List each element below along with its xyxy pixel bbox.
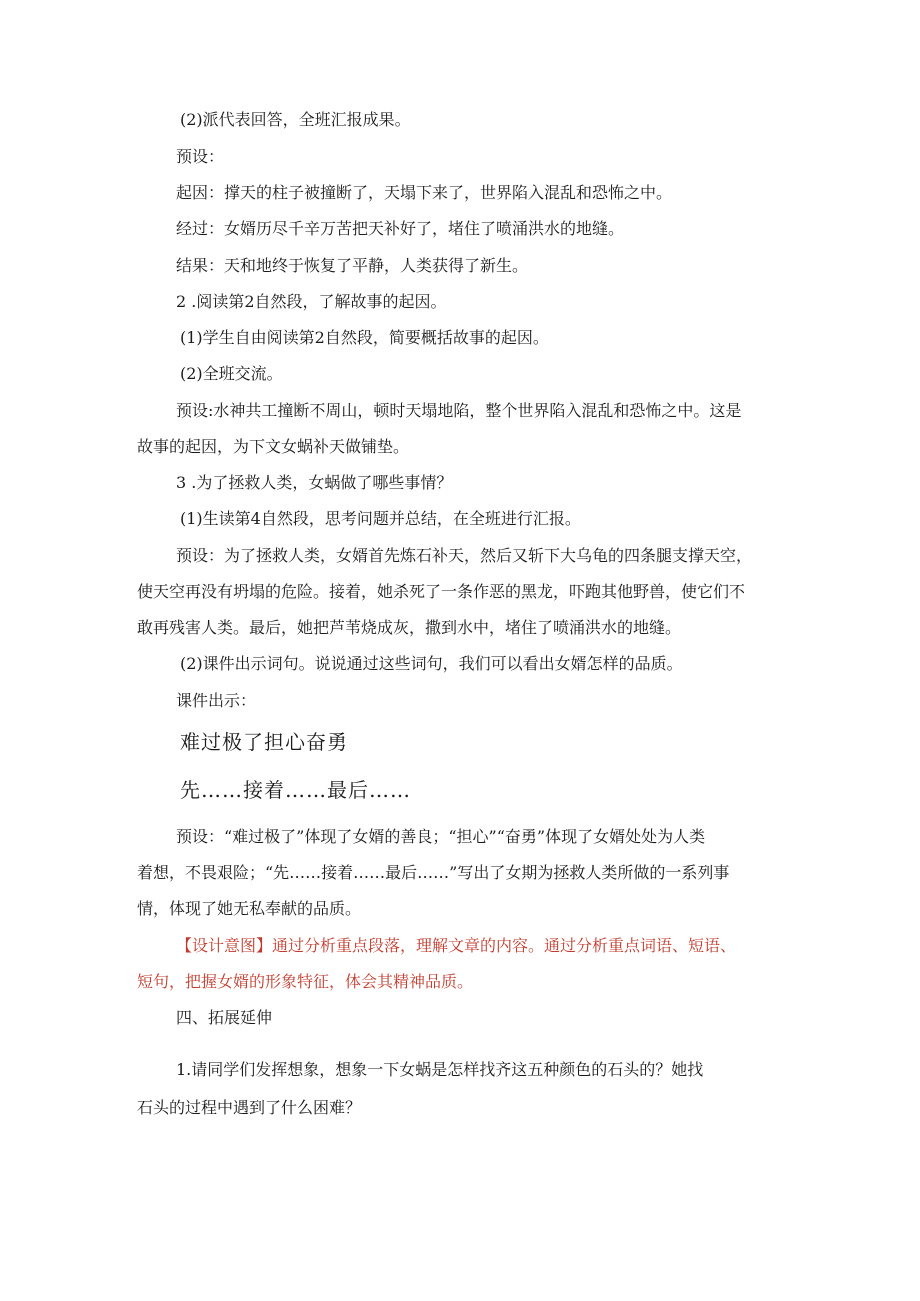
section-4-question-line-1: 1.请同学们发挥想象，想象一下女蜗是怎样找齐这五种颜色的石头的？她找 — [176, 1060, 704, 1079]
cause-line: 起因：撑天的柱子被撞断了，天塌下来了，世界陷入混乱和恐怖之中。 — [176, 183, 673, 202]
section-2-step-1: (1)学生自由阅读第2自然段，简要概括故事的起因。 — [180, 328, 549, 347]
section-4-question-line-2: 石头的过程中遇到了什么困难？ — [137, 1098, 362, 1117]
courseware-label: 课件出示： — [176, 691, 257, 710]
section-3-analysis-line-3: 情，体现了她无私奉献的品质。 — [137, 899, 362, 918]
design-intent-text: 通过分析重点段落，理解文章的内容。通过分析重点词语、短语、 — [272, 936, 737, 955]
section-3-analysis-line-2: 着想，不畏艰险；“先……接着……最后……”写出了女期为拯救人类所做的一系列事 — [137, 863, 730, 882]
courseware-words: 难过极了担心奋勇 — [180, 730, 348, 754]
section-4-heading: 四、拓展延伸 — [176, 1008, 273, 1027]
design-intent-line-2: 短句，把握女婿的形象特征，体会其精神品质。 — [137, 972, 474, 991]
result-line: 结果：天和地终于恢复了平静，人类获得了新生。 — [176, 256, 529, 275]
process-line: 经过：女婿历尽千辛万苦把天补好了，堵住了喷涌洪水的地缝。 — [176, 219, 625, 238]
section-2-preset-line-2: 故事的起因，为下文女蜗补天做铺垫。 — [137, 437, 410, 456]
design-intent-tag: 【设计意图】 — [176, 936, 273, 955]
design-intent-line-1 — [176, 935, 736, 957]
section-3-preset-line-3: 敢再残害人类。最后，她把芦苇烧成灰，撒到水中，堵住了喷涌洪水的地缝。 — [137, 618, 682, 637]
section-3-preset-line-1: 预设：为了拯救人类，女婿首先炼石补天，然后又斩下大乌龟的四条腿支撑天空， — [176, 546, 753, 565]
section-3-step-2: (2)课件出示词句。说说通过这些词句，我们可以看出女婿怎样的品质。 — [180, 654, 683, 673]
preset-label: 预设： — [176, 147, 225, 166]
section-3-preset-line-2: 使天空再没有坍塌的危险。接着，她杀死了一条作恶的黑龙，吓跑其他野兽，使它们不 — [137, 582, 746, 601]
section-3-step-1: (1)生读第4自然段，思考问题并总结，在全班进行汇报。 — [180, 509, 581, 528]
section-2-heading: 2 .阅读第2自然段，了解故事的起因。 — [176, 292, 447, 311]
section-3-heading: 3 .为了拯救人类，女蜗做了哪些事情？ — [176, 473, 453, 492]
section-3-analysis-line-1: 预设：“难过极了”体现了女婿的善良；“担心”“奋勇”体现了女婿处处为人类 — [176, 827, 706, 846]
courseware-sentence-pattern: 先……接着……最后…… — [180, 778, 411, 802]
section-2-step-2: (2)全班交流。 — [180, 364, 283, 383]
section-2-preset-line-1: 预设:水神共工撞断不周山，顿时天塌地陷，整个世界陷入混乱和恐怖之中。这是 — [176, 401, 742, 420]
step-2-report: (2)派代表回答，全班汇报成果。 — [180, 110, 411, 129]
